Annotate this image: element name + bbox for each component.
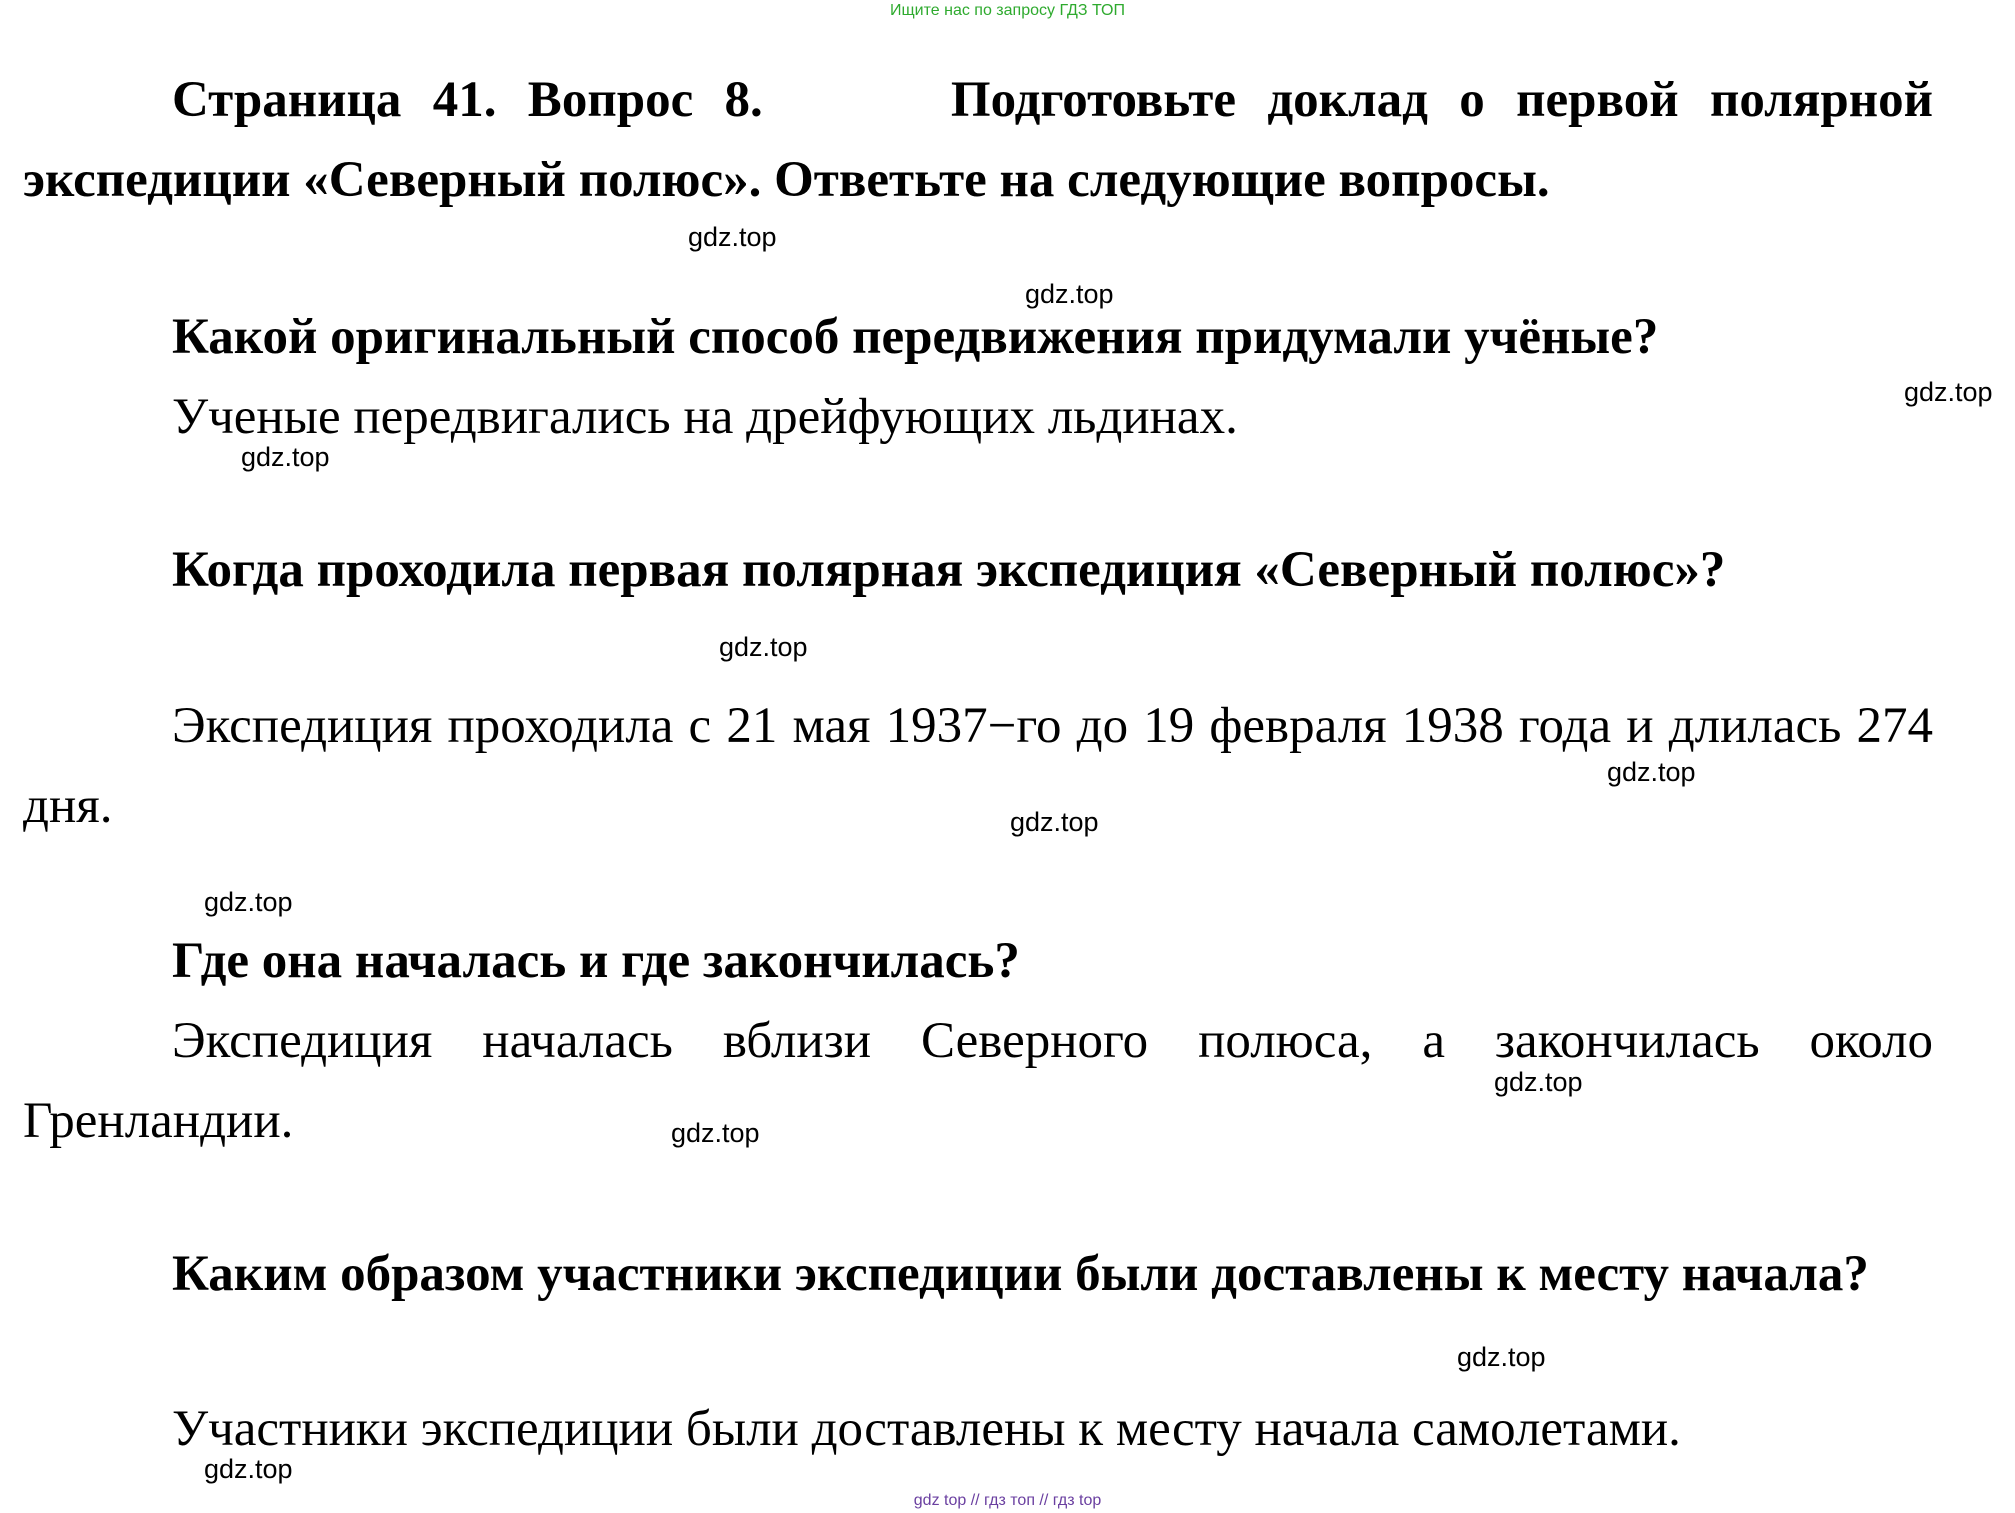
watermark: gdz.top <box>1607 757 1696 787</box>
top-banner: Ищите нас по запросу ГДЗ ТОП <box>890 2 1125 19</box>
answer-2: Экспедиция проходила с 21 мая 1937−го до 19 февраля 1938 года и длилась 274 дня. <box>23 698 1933 834</box>
watermark: gdz.top <box>1457 1342 1546 1372</box>
watermark: gdz.top <box>204 887 293 917</box>
answer-4: Участники экспедиции были доставлены к месту начала самолетами. <box>172 1401 1681 1457</box>
footer-text: gdz top // гдз топ // гдз top <box>913 1492 1102 1509</box>
watermark: gdz.top <box>1494 1067 1583 1097</box>
task-statement <box>23 60 1933 220</box>
watermark: gdz.top <box>1025 279 1114 309</box>
watermark: gdz.top <box>241 442 330 472</box>
watermark: gdz.top <box>204 1454 293 1484</box>
watermark: gdz.top <box>719 632 808 662</box>
watermark: gdz.top <box>1010 807 1099 837</box>
page-question-heading: Страница 41. Вопрос 8. <box>172 72 763 128</box>
watermark: gdz.top <box>1904 377 1993 407</box>
watermark: gdz.top <box>671 1118 760 1148</box>
answer-1: Ученые передвигались на дрейфующих льдинах. <box>172 389 1238 445</box>
question-1: Какой оригинальный способ передвижения придумали учёные? <box>172 309 1659 365</box>
task-text: Подготовьте доклад о первой полярной экспедиции «Северный полюс». Ответьте на следующие вопросы. <box>23 72 1933 208</box>
watermark: gdz.top <box>688 222 777 252</box>
answer-3: Экспедиция началась вблизи Северного полюса, а закончилась около Гренландии. <box>23 1013 1933 1149</box>
question-2: Когда проходила первая полярная экспедиция «Северный полюс»? <box>172 542 1726 598</box>
question-4: Каким образом участники экспедиции были доставлены к месту начала? <box>172 1246 1869 1302</box>
question-3: Где она началась и где закончилась? <box>172 933 1020 989</box>
